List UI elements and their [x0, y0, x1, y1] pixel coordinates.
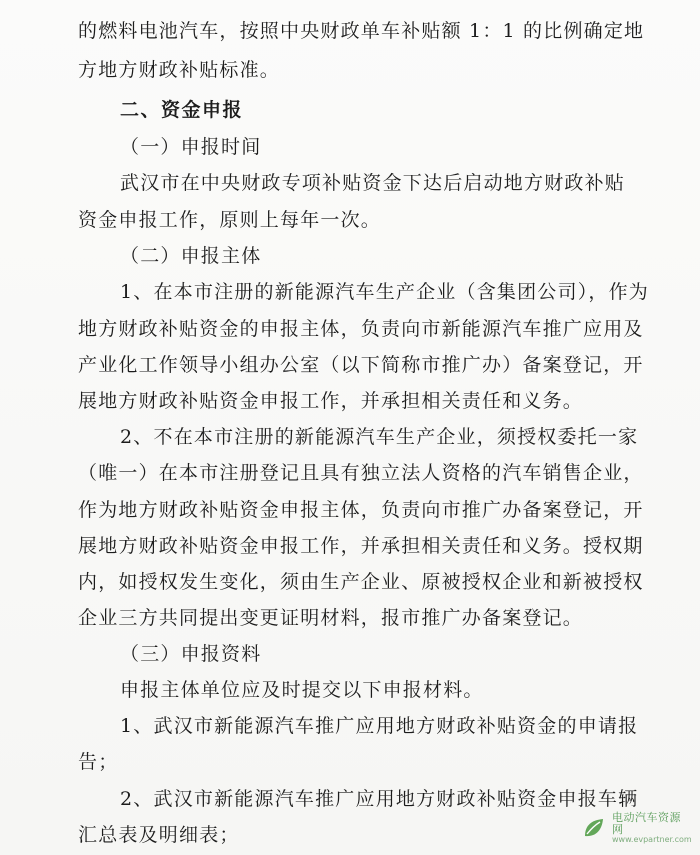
text-line: 展地方财政补贴资金申报工作，并承担相关责任和义务。	[78, 390, 584, 412]
text-line: 2、武汉市新能源汽车推广应用地方财政补贴资金申报车辆	[120, 788, 639, 810]
section-heading: 二、资金申报	[120, 99, 244, 121]
watermark-title: 电动汽车资源网	[612, 810, 681, 836]
text-line: 资金申报工作，原则上每年一次。	[78, 209, 382, 231]
text-line: 内，如授权发生变化，须由生产企业、原被授权企业和新被授权	[78, 571, 644, 593]
leaf-logo-icon	[582, 816, 606, 840]
text-line: 方地方财政补贴标准。	[78, 59, 281, 81]
text-line: 1、在本市注册的新能源汽车生产企业（含集团公司），作为	[120, 281, 649, 303]
text-line: 的燃料电池汽车，按照中央财政单车补贴额 1：1 的比例确定地	[78, 20, 645, 42]
text-line: 产业化工作领导小组办公室（以下简称市推广办）备案登记，开	[78, 354, 644, 376]
text-line: 地方财政补贴资金的申报主体，负责向市新能源汽车推广应用及	[78, 318, 644, 340]
text-line: 汇总表及明细表；	[78, 824, 240, 846]
text-line: 2、不在本市注册的新能源汽车生产企业，须授权委托一家	[120, 426, 639, 448]
text-line: （唯一）在本市注册登记且具有独立法人资格的汽车销售企业，	[78, 462, 644, 484]
text-line: 1、武汉市新能源汽车推广应用地方财政补贴资金的申请报	[120, 715, 639, 737]
subsection-heading: （三）申报资料	[120, 643, 262, 665]
subsection-heading: （二）申报主体	[120, 245, 262, 267]
subsection-heading: （一）申报时间	[120, 136, 262, 158]
text-line: 申报主体单位应及时提交以下申报材料。	[120, 679, 484, 701]
text-line: 企业三方共同提出变更证明材料，报市推广办备案登记。	[78, 607, 584, 629]
watermark-url: www.evpartner.com	[612, 834, 692, 844]
text-line: 告；	[78, 751, 119, 773]
text-line: 作为地方财政补贴资金申报主体，负责向市推广办备案登记，开	[78, 499, 644, 521]
text-line: 展地方财政补贴资金申报工作，并承担相关责任和义务。授权期	[78, 535, 644, 557]
watermark	[582, 811, 692, 845]
text-line: 武汉市在中央财政专项补贴资金下达后启动地方财政补贴	[120, 172, 626, 194]
